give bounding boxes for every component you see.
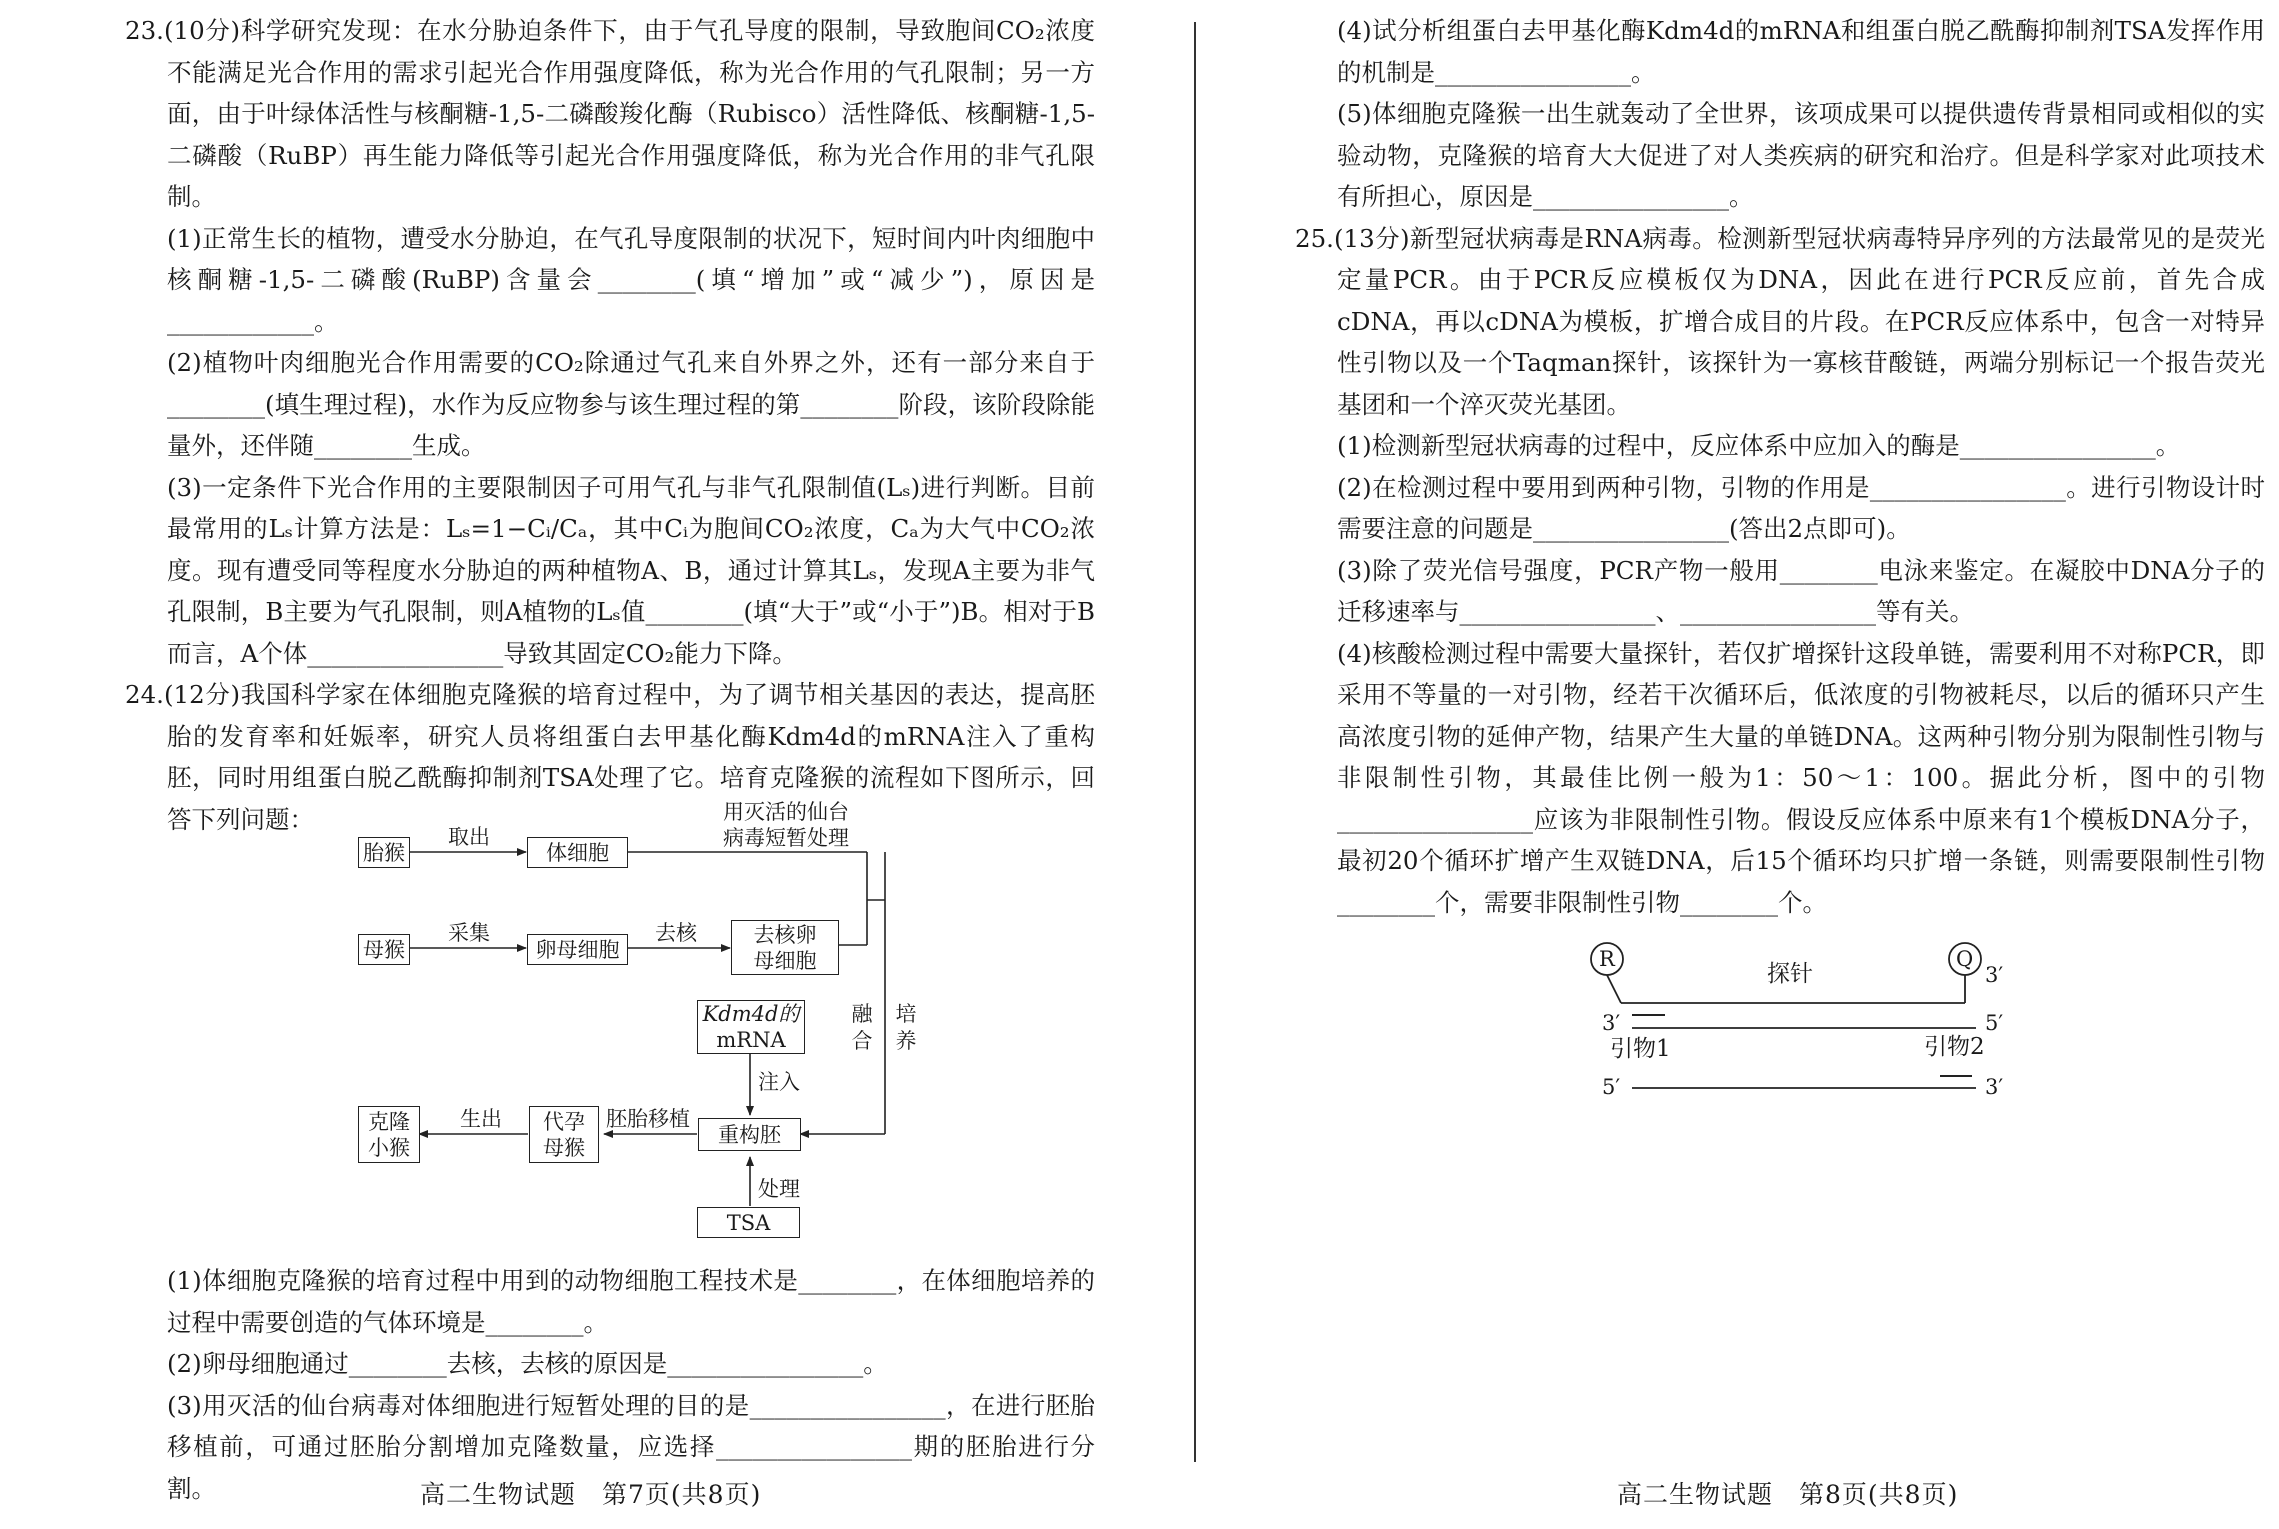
probe-label: 探针 — [1767, 961, 1813, 987]
label-inject: 注入 — [758, 1070, 800, 1094]
clone-flow-diagram — [0, 0, 1190, 1300]
label-fuse-2: 合 — [851, 1029, 873, 1053]
q24-stem: 24.(12分)我国科学家在体细胞克隆猴的培育过程中，为了调节相关基因的表达，提高胚胎的发育率和妊娠率，研究人员将组蛋白去甲基化酶Kdm4d的mRNA注入了重构胚，同时用组蛋白脱乙酰酶抑制剂TSA处理了它。培育克隆猴的流程如下图所示，回答下列问题： — [125, 680, 1095, 834]
label-virus-1: 用灭活的仙台 — [723, 800, 849, 824]
box-oocyte — [527, 934, 628, 965]
box-label: Kdm4d的 — [702, 1002, 800, 1026]
q24-part1: (1)体细胞克隆猴的培育过程中用到的动物细胞工程技术是________，在体细胞培养的过程中需要创造的气体环境是________。 — [167, 1266, 1095, 1337]
label-embryo-transfer: 胚胎移植 — [606, 1107, 690, 1131]
box-label: 小猴 — [368, 1135, 410, 1160]
label-enucleate: 去核 — [655, 921, 697, 945]
strand-bottom-right-end: 3′ — [1985, 1075, 2004, 1099]
left-page-lower — [125, 1260, 1095, 1509]
strand-bottom-left-end: 5′ — [1602, 1075, 1621, 1099]
box-tsa — [697, 1207, 800, 1238]
label-culture-2: 养 — [895, 1029, 917, 1053]
box-label: 母猴 — [363, 937, 405, 962]
strand-top-left-end: 3′ — [1602, 1011, 1621, 1035]
box-mother-monkey — [358, 934, 410, 965]
q25-part1: (1)检测新型冠状病毒的过程中，反应体系中应加入的酶是________________。 — [1337, 431, 2181, 460]
box-kdm4d-mrna — [697, 1000, 805, 1054]
right-page — [1295, 10, 2265, 923]
box-label: 克隆 — [368, 1109, 410, 1134]
probe-3prime-right: 3′ — [1985, 963, 2004, 987]
label-fuse-1: 融 — [851, 1002, 873, 1026]
flow-arrows — [0, 0, 1190, 1300]
q23-part1: (1)正常生长的植物，遭受水分胁迫，在气孔导度限制的状况下，短时间内叶肉细胞中核酮糖-1,5-二磷酸(RuBP)含量会________(填“增加”或“减少”)，原因是____________。 — [167, 223, 1095, 336]
label-born: 生出 — [460, 1107, 502, 1131]
label-culture-1: 培 — [895, 1002, 917, 1026]
box-label: 体细胞 — [546, 840, 609, 865]
box-somatic-cell — [527, 837, 628, 868]
strand-top-right-end: 5′ — [1985, 1011, 2004, 1035]
q23-stem: 23.(10分)科学研究发现：在水分胁迫条件下，由于气孔导度的限制，导致胞间CO₂浓度不能满足光合作用的需求引起光合作用强度降低，称为光合作用的气孔限制；另一方面，由于叶绿体活性与核酮糖-1,5-二磷酸羧化酶（Rubisco）活性降低、核酮糖-1,5-二磷酸（RuBP）再生能力降低等引起光合作用强度降低，称为光合作用的非气孔限制。 — [125, 16, 1095, 211]
q25-part4: (4)核酸检测过程中需要大量探针，若仅扩增探针这段单链，需要利用不对称PCR，即采用不等量的一对引物，经若干次循环后，低浓度的引物被耗尽，以后的循环只产生高浓度引物的延伸产物，结果产生大量的单链DNA。这两种引物分别为限制性引物与非限制性引物，其最佳比例一般为1：50～1：100。据此分析，图中的引物________________应该为非限制性引物。假设反应体系中原来有1个模板DNA分子，最初20个循环扩增产生双链DNA，后15个循环均只扩增一条链，则需要限制性引物________个，需要非限制性引物________个。 — [1337, 638, 2265, 917]
primer-1-label: 引物1 — [1610, 1036, 1671, 1062]
label-take-out: 取出 — [448, 825, 490, 849]
reporter-r-label: R — [1599, 947, 1615, 971]
q25-part3: (3)除了荧光信号强度，PCR产物一般用________电泳来鉴定。在凝胶中DNA分子的迁移速率与________________、________________等有关。 — [1337, 555, 2265, 626]
q25-stem: 25.(13分)新型冠状病毒是RNA病毒。检测新型冠状病毒特异序列的方法最常见的是荧光定量PCR。由于PCR反应模板仅为DNA，因此在进行PCR反应前，首先合成cDNA，再以cDNA为模板，扩增合成目的片段。在PCR反应体系中，包含一对特异性引物以及一个Taqman探针，该探针为一寡核苷酸链，两端分别标记一个报告荧光基团和一个淬灭荧光基团。 — [1295, 223, 2265, 419]
box-enucleated-oocyte — [731, 920, 839, 975]
box-cloned-monkey — [358, 1106, 420, 1163]
box-label: 胎猴 — [363, 840, 405, 865]
pcr-probe-diagram — [1580, 935, 2060, 1110]
footer-page-8: 高二生物试题 第8页(共8页) — [1617, 1480, 1959, 1509]
box-label: 母猴 — [543, 1135, 585, 1160]
q24-part2: (2)卵母细胞通过________去核，去核的原因是________________。 — [167, 1349, 888, 1378]
label-treat: 处理 — [758, 1177, 800, 1201]
footer-page-7: 高二生物试题 第7页(共8页) — [420, 1480, 762, 1509]
box-label: 卵母细胞 — [535, 937, 620, 962]
q23-part2: (2)植物叶肉细胞光合作用需要的CO₂除通过气孔来自外界之外，还有一部分来自于________(填生理过程)，水作为反应物参与该生理过程的第________阶段，该阶段除能量外，还伴随________生成。 — [167, 348, 1095, 460]
box-label: TSA — [726, 1210, 771, 1235]
q24-part5: (5)体细胞克隆猴一出生就轰动了全世界，该项成果可以提供遗传背景相同或相似的实验动物，克隆猴的培育大大促进了对人类疾病的研究和治疗。但是科学家对此项技术有所担心，原因是________________。 — [1337, 99, 2265, 211]
box-label: mRNA — [716, 1028, 786, 1052]
label-virus-2: 病毒短暂处理 — [723, 826, 849, 850]
q24-part3: (3)用灭活的仙台病毒对体细胞进行短暂处理的目的是________________，在进行胚胎移植前，可通过胚胎分割增加克隆数量，应选择________________期的胚胎进行分割。 — [167, 1390, 1095, 1503]
box-fetal-monkey — [358, 837, 410, 868]
page-divider — [1194, 22, 1196, 1462]
box-surrogate-mother — [529, 1106, 599, 1163]
box-label: 代孕 — [543, 1109, 585, 1134]
q24-part4: (4)试分析组蛋白去甲基化酶Kdm4d的mRNA和组蛋白脱乙酰酶抑制剂TSA发挥作用的机制是________________。 — [1337, 16, 2265, 87]
q23-part3: (3)一定条件下光合作用的主要限制因子可用气孔与非气孔限制值(Lₛ)进行判断。目前最常用的Lₛ计算方法是：Lₛ=1−Cᵢ/Cₐ，其中Cᵢ为胞间CO₂浓度，Cₐ为大气中CO₂浓度。现有遭受同等程度水分胁迫的两种植物A、B，通过计算其Lₛ，发现A主要为非气孔限制，B主要为气孔限制，则A植物的Lₛ值________(填“大于”或“小于”)B。相对于B而言，A个体________________导致其固定CO₂能力下降。 — [167, 472, 1095, 668]
box-label: 母细胞 — [753, 948, 817, 973]
q25-part2: (2)在检测过程中要用到两种引物，引物的作用是________________。进行引物设计时需要注意的问题是________________(答出2点即可)。 — [1337, 472, 2265, 543]
box-label: 重构胚 — [718, 1122, 781, 1147]
box-label: 去核卵 — [753, 922, 817, 947]
box-reconstructed-embryo — [698, 1118, 801, 1151]
quencher-q-label: Q — [1956, 947, 1974, 971]
primer-2-label: 引物2 — [1924, 1034, 1985, 1060]
label-collect: 采集 — [448, 921, 490, 945]
